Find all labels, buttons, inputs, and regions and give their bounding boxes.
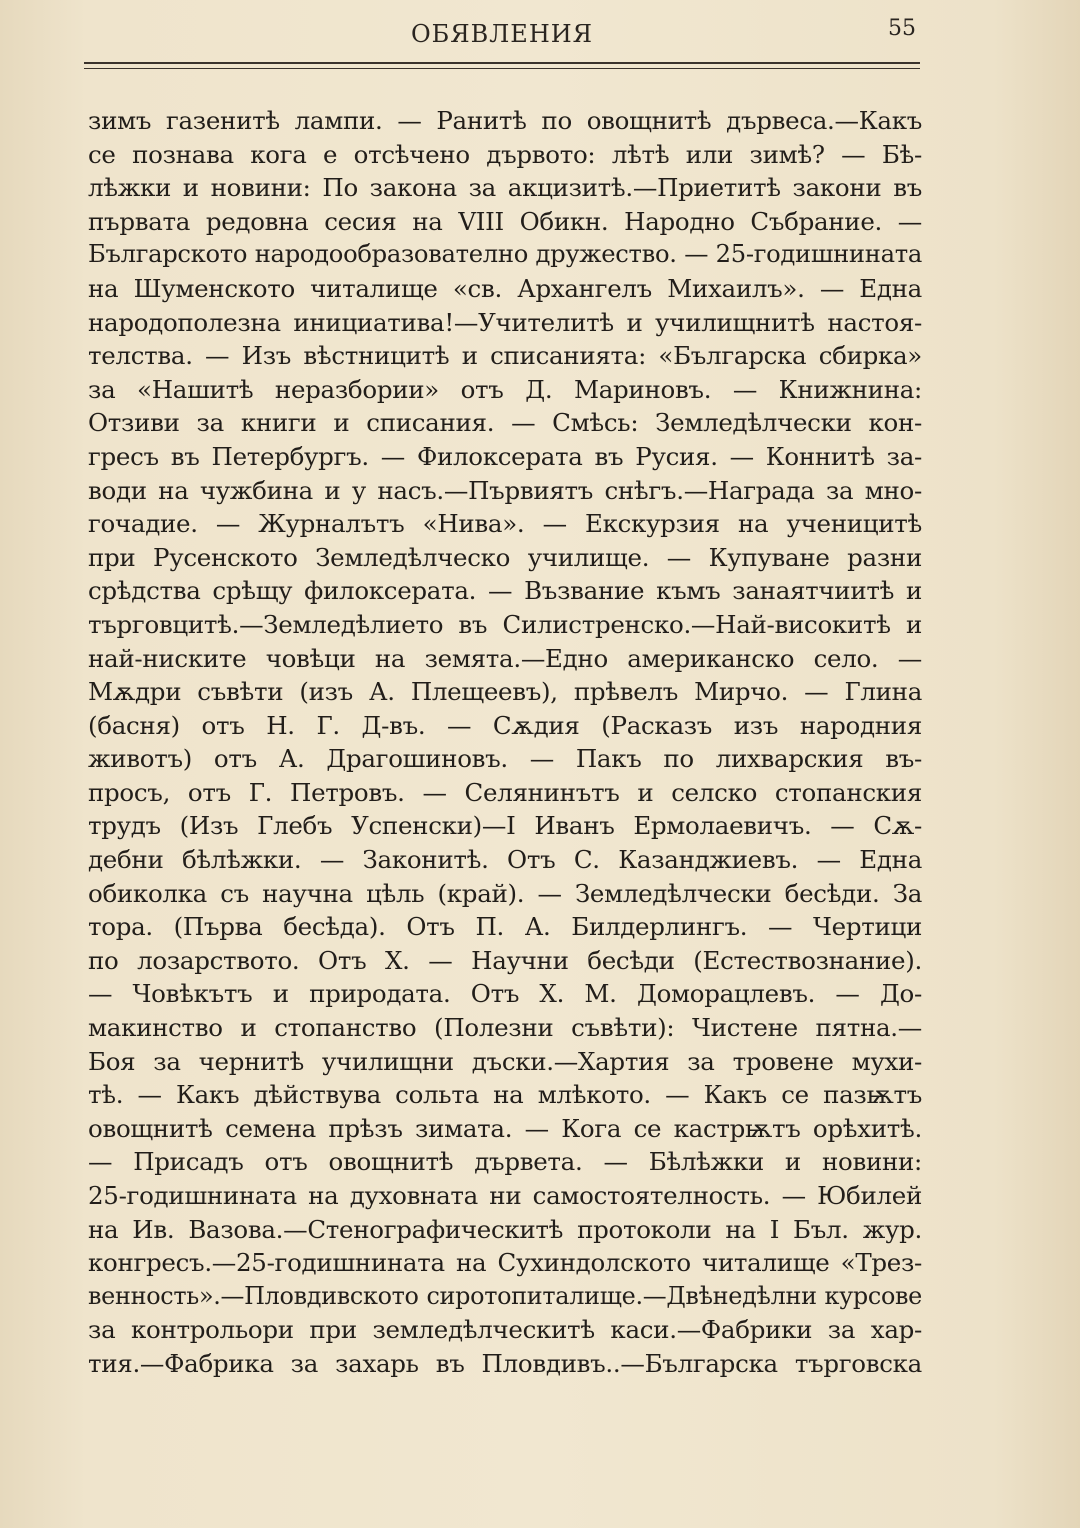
text-line: конгресъ.—25-годишнината на Сухиндолското читалище «Трез- — [88, 1248, 922, 1278]
text-line: за контрольори при земледѣлческитѣ каси.—Фабрики за хар- — [88, 1315, 922, 1345]
text-line: първата редовна сесия на VIII Обикн. Народно Събрание. — — [88, 206, 922, 236]
text-line: срѣдства срѣщу филоксерата. — Възвание къмъ занаятчиитѣ и — [88, 576, 922, 606]
text-line: 25-годишнината на духовната ни самостоятелность. — Юбилей — [88, 1181, 922, 1210]
text-line: гресъ въ Петербургъ. — Филоксерата въ Русия. — Коннитѣ за- — [88, 441, 922, 471]
text-line: трудъ (Изъ Глебъ Успенски)—I Иванъ Ермолаевичъ. — Сѫ- — [88, 811, 922, 841]
text-line: дебни бѣлѣжки. — Законитѣ. Отъ С. Казанджиевъ. — Една — [88, 845, 922, 875]
text-line: — Присадъ отъ овощнитѣ дървета. — Бѣлѣжки и новини: — [88, 1147, 922, 1177]
text-line: тѣ. — Какъ дѣйствува сольта на млѣкото. — Какъ се пазѭтъ — [88, 1080, 922, 1110]
text-line: — Човѣкътъ и природата. Отъ Х. М. Доморацлевъ. — До- — [88, 979, 922, 1009]
text-line: на Шуменското читалище «св. Архангелъ Михаилъ». — Една — [88, 273, 922, 303]
text-line: тия.—Фабрика за захарь въ Пловдивъ..—Българска търговска — [88, 1348, 922, 1378]
text-line: Българското народообразователно дружество. — 25-годишнината — [88, 240, 922, 269]
text-line: най-ниските човѣци на земята.—Едно американско село. — — [88, 643, 922, 673]
text-line: тора. (Първа бесѣда). Отъ П. А. Билдерлингъ. — Чертици — [88, 912, 922, 942]
text-line: овощнитѣ семена прѣзъ зимата. — Кога се кастрѭтъ орѣхитѣ. — [88, 1113, 922, 1143]
text-line: лѣжки и новини: По закона за акцизитѣ.—Приетитѣ закони въ — [88, 173, 922, 203]
announcement-text — [88, 104, 922, 1381]
text-line: макинство и стопанство (Полезни съвѣти): Чистене пятна.— — [88, 1013, 922, 1043]
text-line: търговцитѣ.—Земледѣлието въ Силистренско.—Най-високитѣ и — [88, 609, 922, 639]
text-line: гочадие. — Журналътъ «Нива». — Екскурзия на ученицитѣ — [88, 509, 922, 539]
text-line: народополезна инициатива!—Учителитѣ и училищнитѣ настоя- — [88, 307, 922, 337]
section-title: ОБЯВЛЕНИЯ — [410, 20, 594, 48]
text-line: Боя за чернитѣ училищни дъски.—Хартия за тровене мухи- — [88, 1046, 922, 1076]
text-line: (басня) отъ Н. Г. Д-въ. — Сѫдия (Расказъ изъ народния — [88, 710, 922, 740]
header-rule-thick — [84, 62, 920, 64]
text-line: на Ив. Вазова.—Стенографическитѣ протоколи на I Бъл. жур. — [88, 1214, 922, 1244]
running-head — [84, 14, 920, 54]
page-number: 55 — [888, 16, 916, 41]
text-line: при Русенското Земледѣлческо училище. — Купуване разни — [88, 542, 922, 572]
text-line: просъ, отъ Г. Петровъ. — Селянинътъ и селско стопанския — [88, 777, 922, 807]
text-line: за «Нашитѣ неразбории» отъ Д. Мариновъ. — Книжнина: — [88, 374, 922, 404]
text-line: обиколка съ научна цѣль (край). — Земледѣлчески бесѣди. За — [88, 878, 922, 908]
text-line: Мѫдри съвѣти (изъ А. Плещеевъ), прѣвелъ Мирчо. — Глина — [88, 677, 922, 707]
text-line: животъ) отъ А. Драгошиновъ. — Пакъ по лихварския въ- — [88, 744, 922, 774]
header-rule-thin — [84, 68, 920, 69]
text-line: Отзиви за книги и списания. — Смѣсь: Земледѣлчески кон- — [88, 408, 922, 438]
text-line: води на чужбина и у насъ.—Първиятъ снѣгъ.—Награда за мно- — [88, 475, 922, 505]
text-line: зимъ газенитѣ лампи. — Ранитѣ по овощнитѣ дървеса.—Какъ — [88, 106, 922, 135]
text-line: телства. — Изъ вѣстницитѣ и списанията: «Българска сбирка» — [88, 341, 922, 371]
text-line: венность».—Пловдивското сиротопиталище.—Двѣнедѣлни курсове — [88, 1281, 922, 1310]
text-line: се познава кога е отсѣчено дървото: лѣтѣ или зимѣ? — Бѣ- — [88, 139, 922, 169]
text-line: по лозарството. Отъ Х. — Научни бесѣди (Естествознание). — [88, 945, 922, 975]
